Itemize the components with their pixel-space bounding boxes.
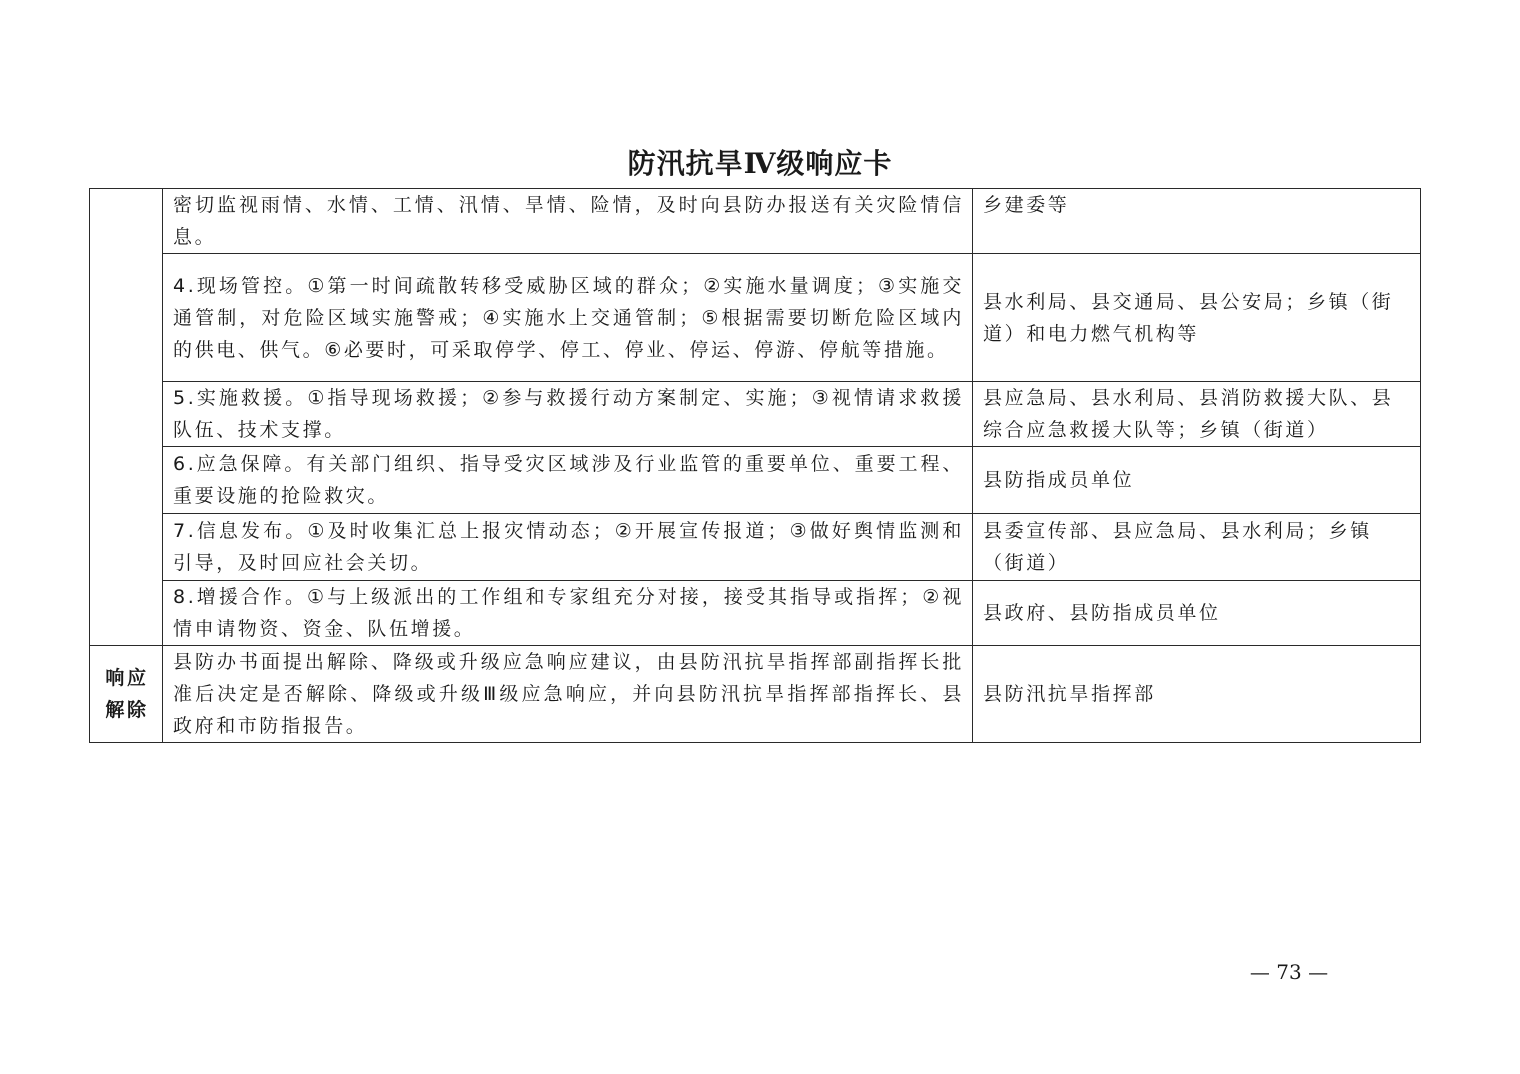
- response-card-table: [89, 188, 1421, 743]
- department-cell: 县委宣传部、县应急局、县水利局；乡镇（街道）: [973, 514, 1421, 581]
- action-cell: 5.实施救援。①指导现场救援；②参与救援行动方案制定、实施；③视情请求救援队伍、技术支撑。: [163, 382, 973, 447]
- action-cell: 密切监视雨情、水情、工情、汛情、旱情、险情，及时向县防办报送有关灾险情信息。: [163, 189, 973, 254]
- table-row: [90, 254, 1421, 382]
- page-number: — 73 —: [1249, 960, 1329, 984]
- table-row: [90, 581, 1421, 646]
- measures-head-cell: [90, 189, 163, 646]
- table-row: [90, 514, 1421, 581]
- action-cell: 6.应急保障。有关部门组织、指导受灾区域涉及行业监管的重要单位、重要工程、重要设施的抢险救灾。: [163, 447, 973, 514]
- action-cell: 8.增援合作。①与上级派出的工作组和专家组充分对接，接受其指导或指挥；②视情申请物资、资金、队伍增援。: [163, 581, 973, 646]
- department-cell: 乡建委等: [973, 189, 1421, 254]
- page-title: 防汛抗旱Ⅳ级响应卡: [627, 147, 893, 180]
- table-row: [90, 646, 1421, 743]
- department-cell: 县政府、县防指成员单位: [973, 581, 1421, 646]
- action-cell: 7.信息发布。①及时收集汇总上报灾情动态；②开展宣传报道；③做好舆情监测和引导，及时回应社会关切。: [163, 514, 973, 581]
- table-row: [90, 382, 1421, 447]
- response-release-head-cell: [90, 646, 163, 743]
- department-cell: 县应急局、县水利局、县消防救援大队、县综合应急救援大队等；乡镇（街道）: [973, 382, 1421, 447]
- department-cell: 县防指成员单位: [973, 447, 1421, 514]
- table-row: [90, 189, 1421, 254]
- response-release-label: 响应解除: [105, 667, 149, 721]
- department-cell: 县水利局、县交通局、县公安局；乡镇（街道）和电力燃气机构等: [973, 254, 1421, 382]
- action-cell: 县防办书面提出解除、降级或升级应急响应建议，由县防汛抗旱指挥部副指挥长批准后决定是否解除、降级或升级Ⅲ级应急响应，并向县防汛抗旱指挥部指挥长、县政府和市防指报告。: [163, 646, 973, 743]
- table-row: [90, 447, 1421, 514]
- action-cell: 4.现场管控。①第一时间疏散转移受威胁区域的群众；②实施水量调度；③实施交通管制，对危险区域实施警戒；④实施水上交通管制；⑤根据需要切断危险区域内的供电、供气。⑥必要时，可采取停学、停工、停业、停运、停游、停航等措施。: [163, 254, 973, 382]
- department-cell: 县防汛抗旱指挥部: [973, 646, 1421, 743]
